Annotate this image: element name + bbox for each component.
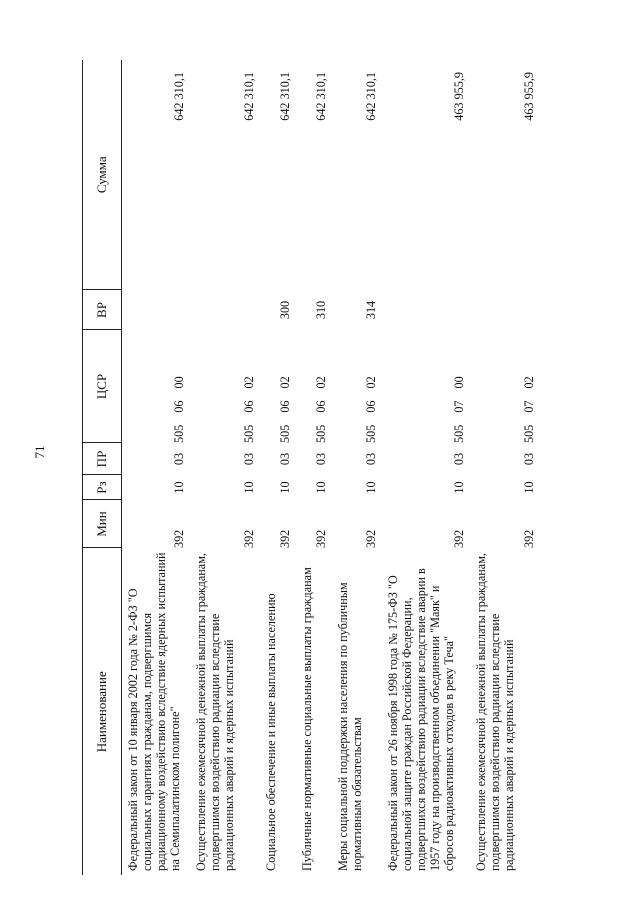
table-row bbox=[382, 60, 470, 875]
row-vr bbox=[382, 290, 470, 330]
header-csr: ЦСР bbox=[83, 330, 122, 443]
header-min: Мин bbox=[83, 500, 122, 548]
row-vr bbox=[190, 290, 260, 330]
row-vr: 300 bbox=[277, 300, 292, 320]
table-row bbox=[470, 60, 540, 875]
row-name: Публичные нормативные социальные выплаты гражданам bbox=[299, 567, 314, 871]
row-min: 392 bbox=[171, 529, 186, 548]
row-min: 392 bbox=[277, 529, 292, 548]
row-name: Федеральный закон от 10 января 2002 года № 2-ФЗ "О социальных гарантиях гражданам, подвергшимся радиационному воздействию вследствие ядерных испытаний на Семипалатинском полигоне" bbox=[126, 552, 182, 871]
row-pr: 03 bbox=[241, 452, 256, 466]
row-csr: 505 07 02 bbox=[521, 376, 536, 443]
header-vr: ВР bbox=[83, 290, 122, 330]
row-csr: 505 06 02 bbox=[363, 376, 378, 443]
row-csr: 505 06 02 bbox=[313, 376, 328, 443]
row-csr: 505 06 02 bbox=[277, 376, 292, 443]
row-sum: 642 310,1 bbox=[363, 72, 378, 121]
row-name: Осуществление ежемесячной денежной выплаты гражданам, подвергшимся воздействию радиации вследствие радиационных аварий и ядерных испытаний bbox=[473, 553, 516, 871]
budget-table-page bbox=[82, 60, 567, 875]
row-rz: 10 bbox=[521, 481, 536, 494]
row-vr: 314 bbox=[363, 300, 378, 320]
row-min: 392 bbox=[363, 529, 378, 548]
row-min: 392 bbox=[241, 529, 256, 548]
row-name: Федеральный закон от 26 ноября 1998 года № 175-ФЗ "О социальной защите граждан Российской Федерации, подвергшихся воздействию радиации вследствие аварии в 1957 году на производственном объединении "Маяк" и сбросов радиоактивных отходов в реку Теча" bbox=[385, 568, 456, 871]
table-row bbox=[332, 60, 382, 875]
row-pr: 03 bbox=[363, 452, 378, 466]
table-header-row bbox=[83, 60, 122, 875]
row-rz: 10 bbox=[313, 481, 328, 494]
row-csr: 505 06 02 bbox=[241, 376, 256, 443]
row-pr: 03 bbox=[171, 452, 186, 466]
row-rz: 10 bbox=[277, 481, 292, 494]
row-sum: 642 310,1 bbox=[313, 72, 328, 121]
table-row bbox=[190, 60, 260, 875]
row-rz: 10 bbox=[451, 481, 466, 494]
table-row bbox=[122, 60, 190, 875]
row-pr: 03 bbox=[451, 452, 466, 466]
row-sum: 642 310,1 bbox=[241, 72, 256, 121]
row-vr: 310 bbox=[313, 300, 328, 320]
row-rz: 10 bbox=[363, 481, 378, 494]
row-name: Социальное обеспечение и иные выплаты населению bbox=[263, 593, 278, 871]
row-sum: 642 310,1 bbox=[171, 72, 186, 121]
table-row bbox=[296, 60, 332, 875]
row-min: 392 bbox=[521, 529, 536, 548]
row-rz: 10 bbox=[241, 481, 256, 494]
row-csr: 505 07 00 bbox=[451, 376, 466, 443]
budget-table bbox=[82, 60, 540, 875]
header-pr: ПР bbox=[83, 443, 122, 475]
header-name: Наименование bbox=[83, 548, 122, 875]
row-rz: 10 bbox=[171, 481, 186, 494]
row-pr: 03 bbox=[313, 452, 328, 466]
row-sum: 463 955,9 bbox=[521, 72, 536, 121]
row-min: 392 bbox=[451, 529, 466, 548]
row-csr: 505 06 00 bbox=[171, 376, 186, 443]
header-rz: Рз bbox=[83, 475, 122, 500]
row-pr: 03 bbox=[521, 452, 536, 466]
row-sum: 463 955,9 bbox=[451, 72, 466, 121]
row-sum: 642 310,1 bbox=[277, 72, 292, 121]
page-number: 71 bbox=[32, 445, 47, 459]
row-pr: 03 bbox=[277, 452, 292, 466]
row-min: 392 bbox=[313, 529, 328, 548]
row-vr bbox=[470, 290, 540, 330]
row-name: Осуществление ежемесячной денежной выплаты гражданам, подвергшимся воздействию радиации вследствие радиационных аварий и ядерных испытаний bbox=[193, 553, 236, 871]
header-sum: Сумма bbox=[83, 60, 122, 290]
table-row bbox=[260, 60, 296, 875]
row-vr bbox=[122, 290, 190, 330]
row-name: Меры социальной поддержки населения по публичным нормативным обязательствам bbox=[335, 582, 364, 871]
